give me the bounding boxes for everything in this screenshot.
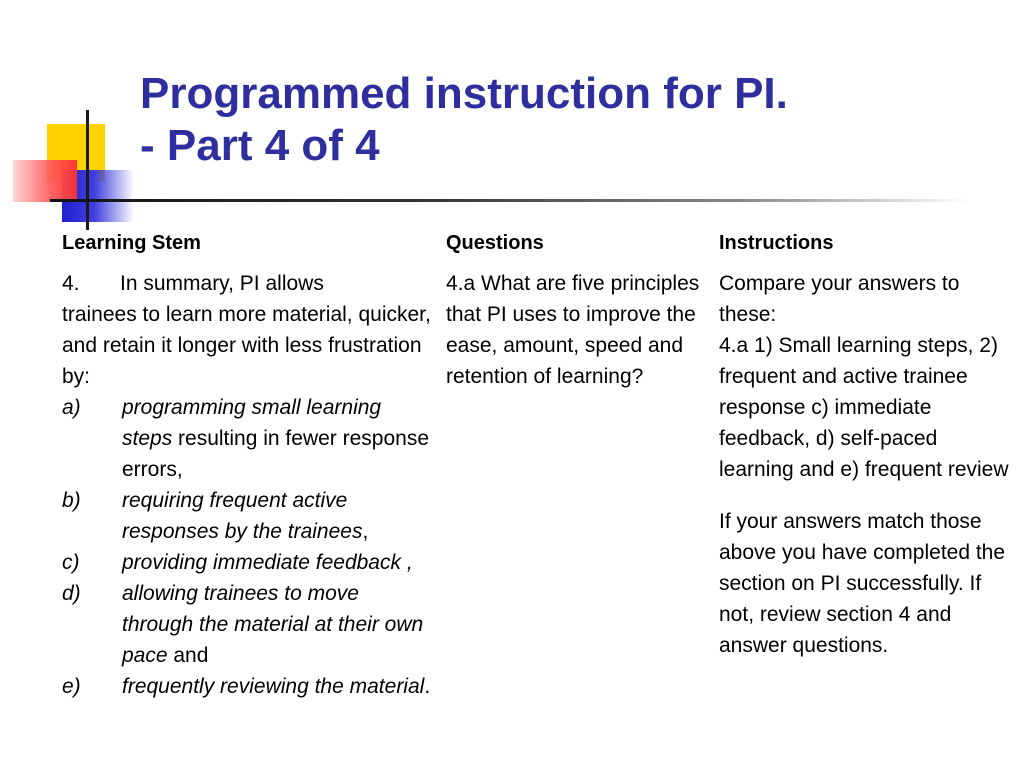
instructions-completion: If your answers match those above you have completed the section on PI successfully. If not, review section 4 and answer questions. — [719, 510, 1006, 657]
stem-item-italic: programming small learning steps — [122, 396, 382, 450]
question-text: 4.a What are five principles that PI uses to improve the ease, amount, speed and retention of learning? — [446, 272, 700, 388]
slide-title-line2: - Part 4 of 4 — [140, 121, 380, 170]
stem-intro — [62, 268, 432, 299]
stem-item-label: a) — [62, 396, 81, 419]
stem-item-italic: providing immediate feedback , — [122, 551, 413, 574]
learning-stem-header: Learning Stem — [62, 232, 201, 254]
learning-stem-column — [62, 228, 432, 702]
stem-item-plain: resulting in fewer response errors, — [122, 427, 430, 481]
title-underline-rule — [50, 199, 970, 202]
slide-logo-decoration — [0, 0, 160, 240]
stem-item-plain: and — [167, 644, 209, 667]
stem-item-label: e) — [62, 675, 81, 698]
instructions-compare: Compare your answers to these: — [719, 272, 960, 326]
instructions-answers: 4.a 1) Small learning steps, 2) frequent and active trainee response c) immediate feedback, d) self-paced learning and e) frequent review — [719, 334, 1009, 481]
stem-intro-number: 4. — [62, 272, 80, 295]
questions-column — [446, 228, 706, 392]
instructions-column — [719, 228, 1009, 661]
stem-item-italic: frequently reviewing the material — [122, 675, 425, 698]
stem-intro-text-a: In summary, PI allows — [120, 272, 324, 295]
stem-item-plain: . — [424, 675, 431, 698]
stem-item-label: c) — [62, 551, 80, 574]
instructions-header: Instructions — [719, 232, 834, 254]
stem-item-a — [62, 392, 432, 485]
stem-item-label: b) — [62, 489, 81, 512]
slide-title-line1: Programmed instruction for PI. — [140, 69, 788, 118]
slide-title — [140, 68, 788, 172]
stem-item-e — [62, 671, 432, 702]
vertical-rule-line — [86, 110, 89, 230]
stem-item-italic: allowing trainees to move through the material at their own pace — [122, 582, 424, 667]
stem-item-italic: requiring frequent active responses by the trainees — [122, 489, 363, 543]
red-square-shape — [13, 160, 77, 202]
stem-item-plain: , — [362, 520, 369, 543]
stem-item-c — [62, 547, 432, 578]
stem-item-label: d) — [62, 582, 81, 605]
stem-item-d — [62, 578, 432, 671]
questions-header: Questions — [446, 232, 544, 254]
stem-item-b — [62, 485, 432, 547]
stem-intro-continuation: trainees to learn more material, quicker, and retain it longer with less frustration by: — [62, 303, 431, 388]
